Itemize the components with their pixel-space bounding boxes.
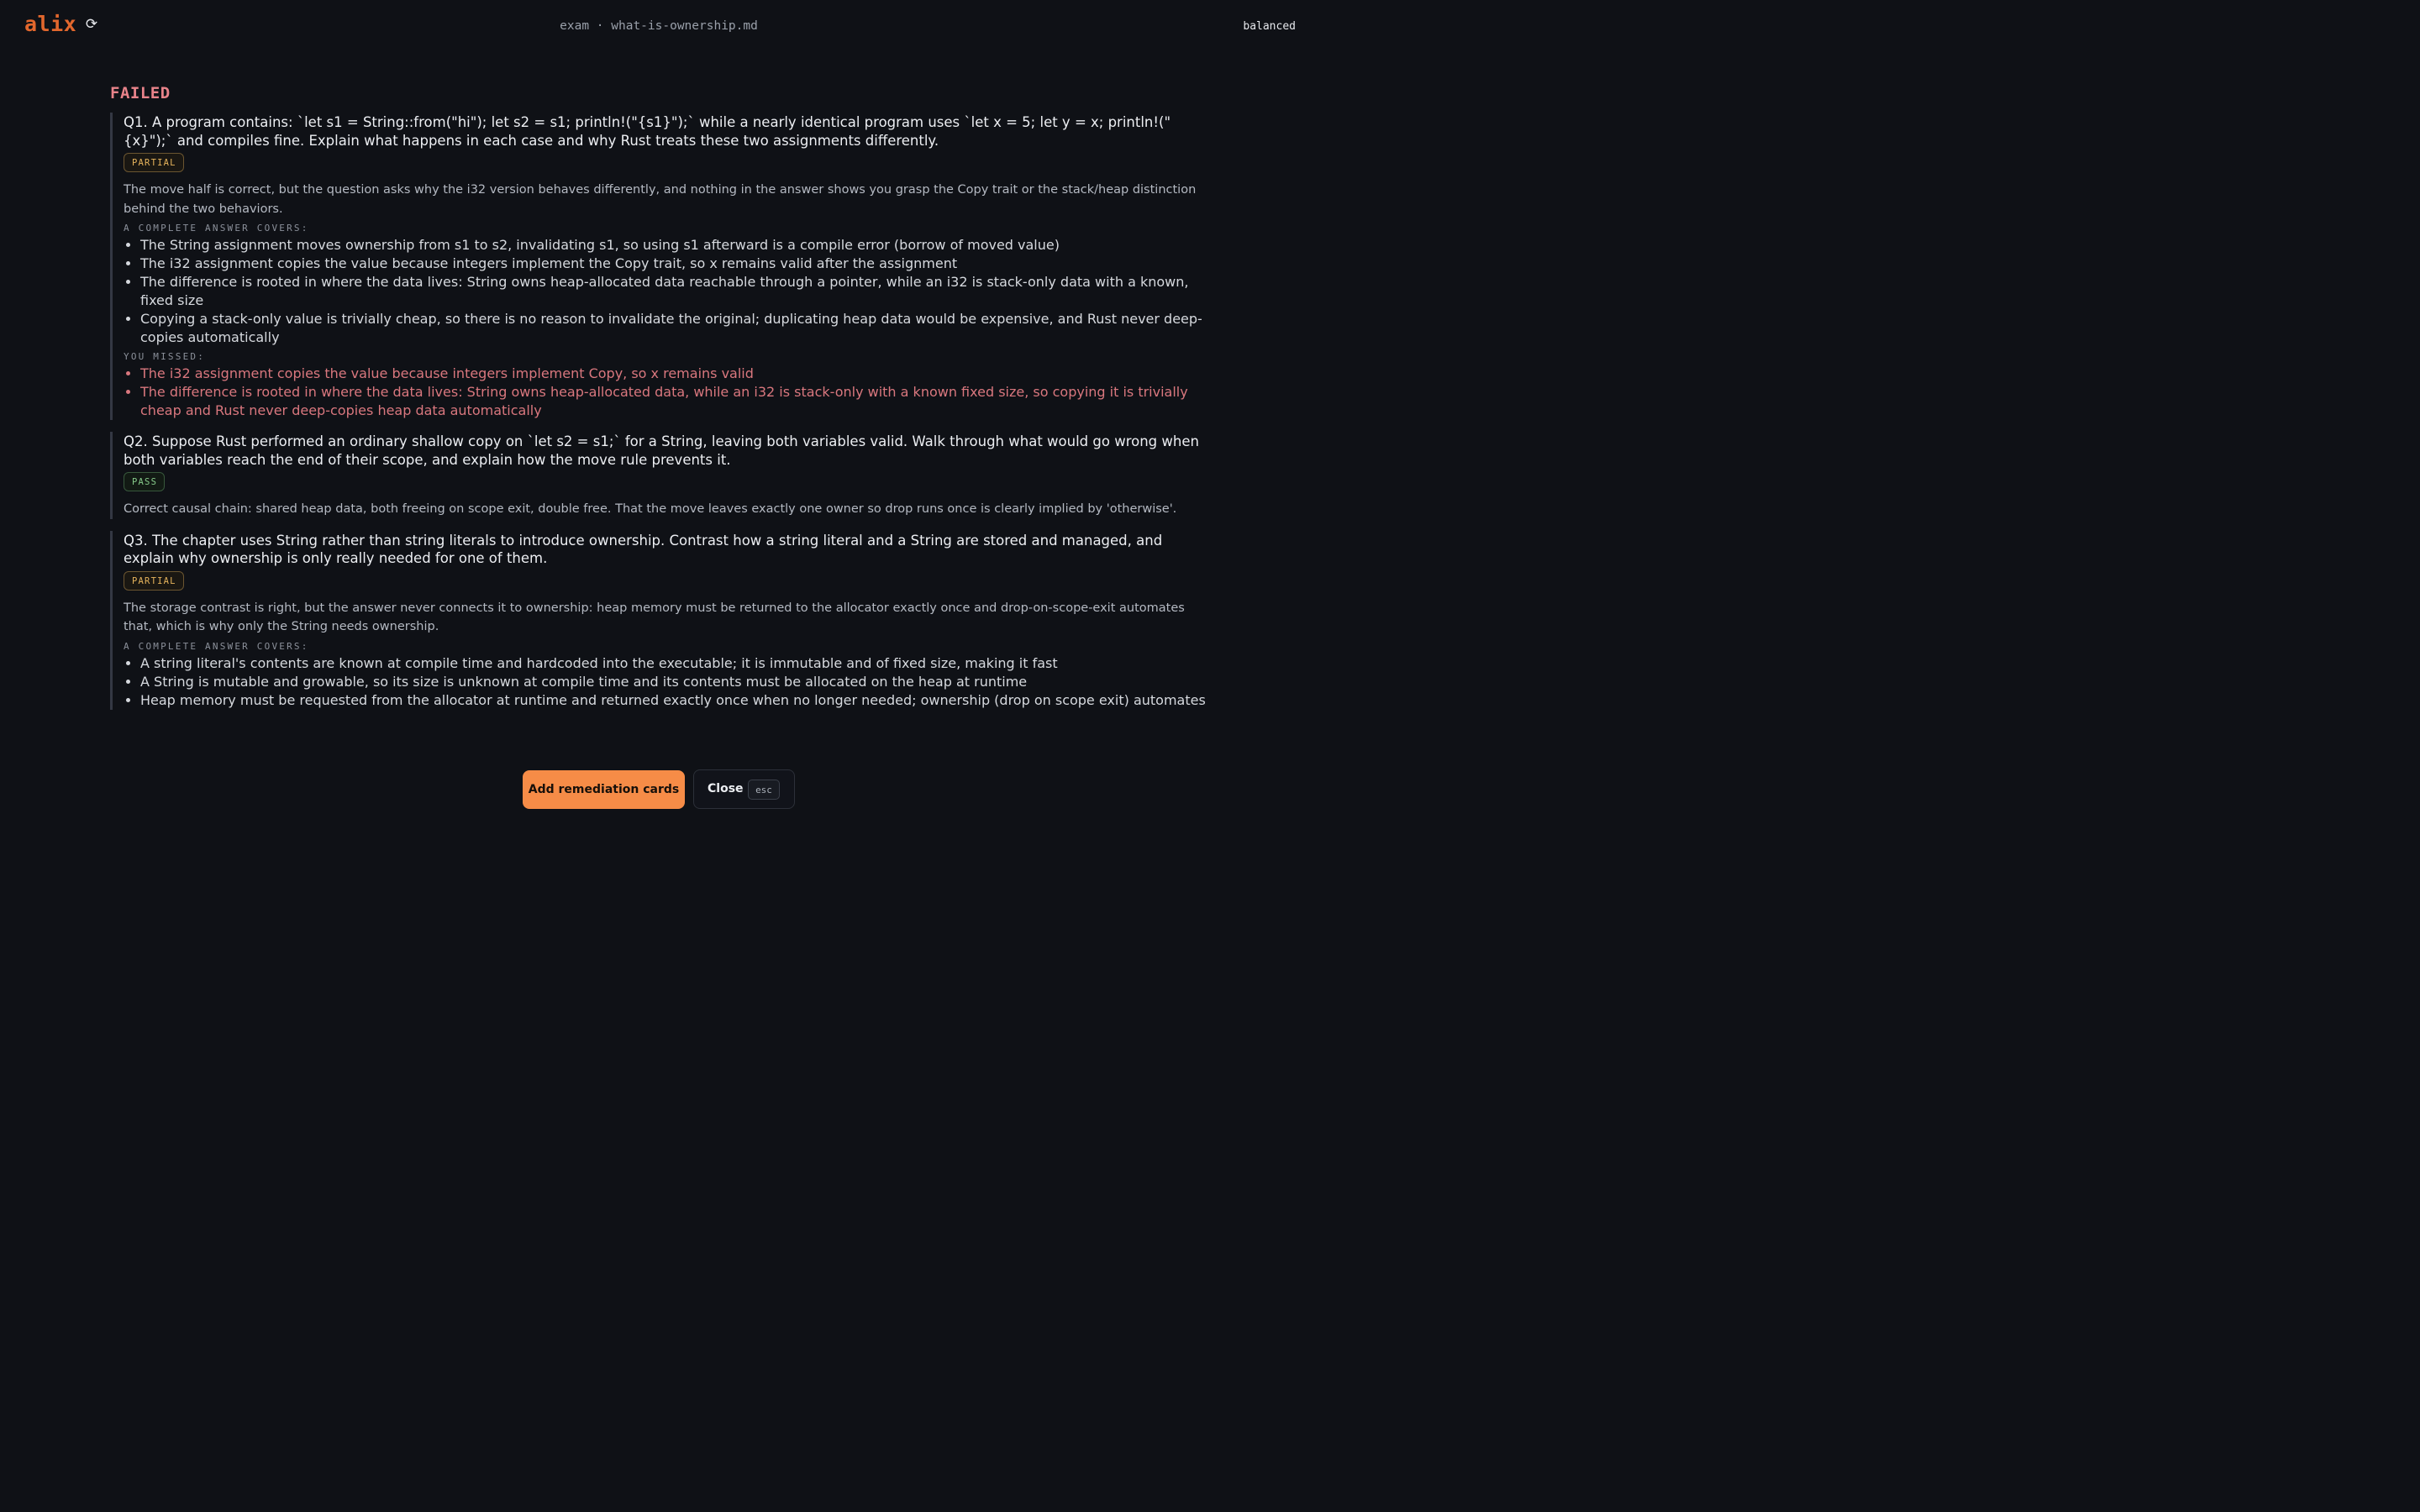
question-text: Q3. The chapter uses String rather than string literals to introduce ownership. Contrast how a string literal and a String are stored and managed, and explain why ownership is only really needed for one of them. (124, 532, 1163, 566)
covers-list (124, 236, 1207, 347)
list-item: • A string literal's contents are known at compile time and hardcoded into the executable; it is immutable and of fixed size, making it fast (140, 654, 1207, 673)
grade-badge: PARTIAL (124, 153, 184, 172)
add-remediation-cards-button[interactable]: Add remediation cards (523, 770, 685, 809)
question-text: Q1. A program contains: `let s1 = String::from("hi"); let s2 = s1; println!("{s1}");` while a nearly identical program uses `let x = 5; let y = x; println!("{x}");` and compiles fine. Explain what happens in each case and why Rust treats these two assignments differently. (124, 114, 1171, 149)
missed-label: YOU MISSED: (124, 351, 206, 362)
exam-title: exam · what-is-ownership.md (560, 19, 758, 33)
question-card (110, 113, 1207, 420)
result-status: FAILED (110, 84, 171, 102)
feedback-text: Correct causal chain: shared heap data, both freeing on scope exit, double free. That the move leaves exactly one owner so drop runs once is clearly implied by 'otherwise'. (124, 502, 1177, 516)
list-item: • The String assignment moves ownership from s1 to s2, invalidating s1, so using s1 afterward is a compile error (borrow of moved value) (140, 236, 1207, 255)
close-label: Close (708, 782, 744, 795)
top-bar (0, 0, 1318, 54)
covers-list (124, 654, 1207, 710)
feedback-text: The storage contrast is right, but the answer never connects it to ownership: heap memory must be returned to the allocator exactly once and drop-on-scope-exit automates that, which is why only the String needs ownership. (124, 601, 1185, 633)
close-button[interactable] (693, 769, 795, 809)
list-item: • A String is mutable and growable, so its size is unknown at compile time and its contents must be allocated on the heap at runtime (140, 673, 1207, 691)
action-bar (0, 769, 1318, 810)
list-item: • Heap memory must be requested from the allocator at runtime and returned exactly once when no longer needed; ownership (drop on scope exit) automates (140, 691, 1207, 710)
list-item: • Copying a stack-only value is trivially cheap, so there is no reason to invalidate the original; duplicating heap data would be expensive, and Rust never deep-copies automatically (140, 310, 1207, 347)
list-item: • The i32 assignment copies the value because integers implement Copy, so x remains valid (140, 365, 1207, 383)
grade-badge: PARTIAL (124, 571, 184, 591)
esc-key-hint: esc (748, 780, 780, 800)
question-card (110, 432, 1207, 519)
list-item: • The i32 assignment copies the value because integers implement the Copy trait, so x remains valid after the assignment (140, 255, 1207, 273)
results-panel (110, 81, 1207, 724)
covers-label: A COMPLETE ANSWER COVERS: (124, 640, 309, 652)
refresh-icon[interactable]: ⟳ (85, 16, 98, 33)
missed-list (124, 365, 1207, 420)
list-item: • The difference is rooted in where the data lives: String owns heap-allocated data reachable through a pointer, while an i32 is stack-only data with a known, fixed size (140, 273, 1207, 310)
covers-label: A COMPLETE ANSWER COVERS: (124, 223, 309, 234)
question-card (110, 531, 1207, 710)
mode-indicator[interactable]: balanced (1243, 20, 1296, 33)
feedback-text: The move half is correct, but the question asks why the i32 version behaves differently, and nothing in the answer shows you grasp the Copy trait or the stack/heap distinction behind the two behaviors. (124, 183, 1197, 216)
question-text: Q2. Suppose Rust performed an ordinary shallow copy on `let s2 = s1;` for a String, leaving both variables valid. Walk through what would go wrong when both variables reach the end of their scope, and explain how the move rule prevents it. (124, 433, 1199, 468)
app-logo: alix (24, 12, 77, 36)
list-item: • The difference is rooted in where the data lives: String owns heap-allocated data, while an i32 is stack-only with a known fixed size, so copying it is trivially cheap and Rust never deep-copies heap data automatically (140, 383, 1207, 420)
grade-badge: PASS (124, 472, 165, 491)
